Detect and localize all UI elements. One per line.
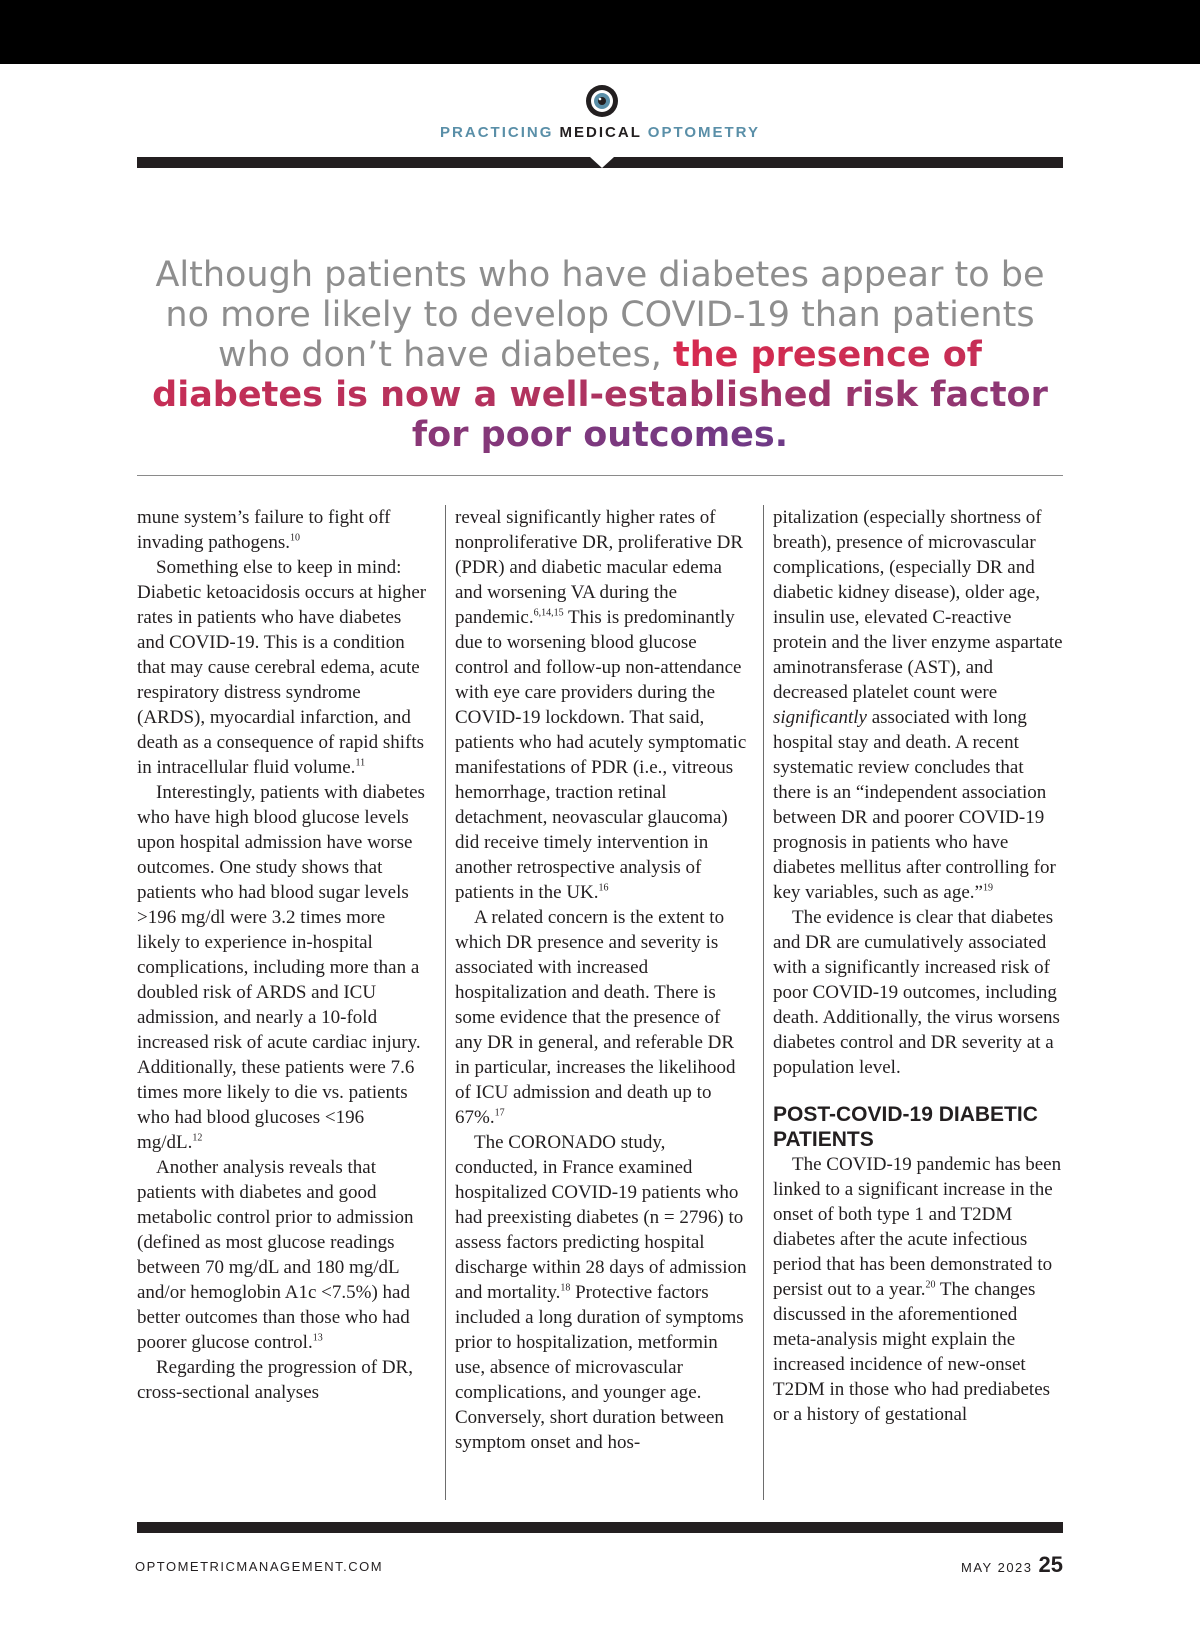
footer-date-page bbox=[961, 1552, 1063, 1578]
paragraph: mune system’s failure to fight off invading pathogens.$^{10}$ bbox=[137, 507, 391, 553]
pull-quote-highlight: the presence of diabetes is now a well-established risk factor for poor outcomes. bbox=[152, 335, 1048, 455]
top-black-bar bbox=[0, 0, 1200, 64]
footer-site: OPTOMETRICMANAGEMENT.COM bbox=[135, 1559, 384, 1574]
section-word-medical: MEDICAL bbox=[559, 124, 642, 141]
section-word-practicing: PRACTICING bbox=[440, 124, 554, 141]
article-column-3 bbox=[773, 505, 1065, 1497]
header-rule-notch bbox=[590, 157, 614, 168]
eye-icon bbox=[585, 84, 619, 118]
subheading: POST-COVID-19 DIABETIC PATIENTS bbox=[773, 1103, 1038, 1151]
paragraph: The evidence is clear that diabetes and DR are cumulatively associated with a significantly increased risk of poor COVID-19 outcomes, including death. Additionally, the virus worsens diabetes control and DR severity at a population level. bbox=[773, 907, 1060, 1078]
article-column-2 bbox=[455, 505, 747, 1497]
paragraph: pitalization (especially shortness of breath), presence of microvascular complications, (especially DR and diabetic kidney disease), older age, insulin use, elevated C-reactive protein and the liver enzyme aspartate aminotransferase (AST), and decreased platelet count were significantly associated with long hospital stay and death. A recent systematic review concludes that there is an “independent association between DR and poorer COVID-19 prognosis in patients who have diabetes mellitus after controlling for key variables, such as age.”$^{19}$ bbox=[773, 507, 1063, 903]
paragraph: Another analysis reveals that patients with diabetes and good metabolic control prior to admission (defined as most glucose readings between 70 mg/dL and 180 mg/dL and/or hemoglobin A1c <7.5%) had better outcomes than those who had poorer glucose control.$^{13}$ bbox=[137, 1157, 414, 1353]
column-divider bbox=[763, 505, 764, 1500]
pull-quote bbox=[137, 255, 1063, 455]
section-word-optometry: OPTOMETRY bbox=[647, 124, 760, 141]
footer-rule bbox=[137, 1522, 1063, 1533]
paragraph: Regarding the progression of DR, cross-sectional analyses bbox=[137, 1357, 413, 1403]
paragraph: Something else to keep in mind: Diabetic ketoacidosis occurs at higher rates in patients who have diabetes and COVID-19. This is a condition that may cause cerebral edema, acute respiratory distress syndrome (ARDS), myocardial infarction, and death as a consequence of rapid shifts in intracellular fluid volume.$^{11}$ bbox=[137, 557, 427, 778]
pull-quote-plain: Although patients who have diabetes appear to be no more likely to develop COVID-19 than patients who don’t have diabetes, bbox=[155, 255, 1045, 375]
column-divider bbox=[445, 505, 446, 1500]
paragraph: The CORONADO study, conducted, in France examined hospitalized COVID-19 patients who had preexisting diabetes (n = 2796) to assess factors predicting hospital discharge within 28 days of admission and mortality.$^{18}$ Protective factors included a long duration of symptoms prior to hospitalization, metformin use, absence of microvascular complications, and younger age. Conversely, short duration between symptom onset and hos- bbox=[455, 1132, 747, 1453]
page-number: 25 bbox=[1038, 1552, 1063, 1577]
article-column-1 bbox=[137, 505, 429, 1497]
paragraph: A related concern is the extent to which DR presence and severity is associated with increased hospitalization and death. There is some evidence that the presence of any DR in general, and referable DR in particular, increases the likelihood of ICU admission and death up to 67%.$^{17}$ bbox=[455, 907, 736, 1128]
pull-quote-rule bbox=[137, 475, 1063, 476]
paragraph: reveal significantly higher rates of nonproliferative DR, proliferative DR (PDR) and diabetic macular edema and worsening VA during the pandemic.$^{6,14,15}$ This is predominantly due to worsening blood glucose control and follow-up non-attendance with eye care providers during the COVID-19 lockdown. That said, patients who had acutely symptomatic manifestations of PDR (i.e., vitreous hemorrhage, traction retinal detachment, neovascular glaucoma) did receive timely intervention in another retrospective analysis of patients in the UK.$^{16}$ bbox=[455, 507, 747, 903]
footer-date: MAY 2023 bbox=[961, 1560, 1033, 1575]
paragraph: The COVID-19 pandemic has been linked to a significant increase in the onset of both type 1 and T2DM diabetes after the acute infectious period that has been demonstrated to persist out to a year.$^{20}$ The changes discussed in the aforementioned meta-analysis might explain the increased incidence of new-onset T2DM in those who had prediabetes or a history of gestational bbox=[773, 1154, 1062, 1425]
paragraph: Interestingly, patients with diabetes who have high blood glucose levels upon hospital admission have worse outcomes. One study shows that patients who had blood sugar levels >196 mg/dl were 3.2 times more likely to experience in-hospital complications, including more than a doubled risk of ARDS and ICU admission, and nearly a 10-fold increased risk of acute cardiac injury. Additionally, these patients were 7.6 times more likely to die vs. patients who had blood glucoses <196 mg/dL.$^{12}$ bbox=[137, 782, 425, 1153]
section-label bbox=[0, 124, 1200, 141]
